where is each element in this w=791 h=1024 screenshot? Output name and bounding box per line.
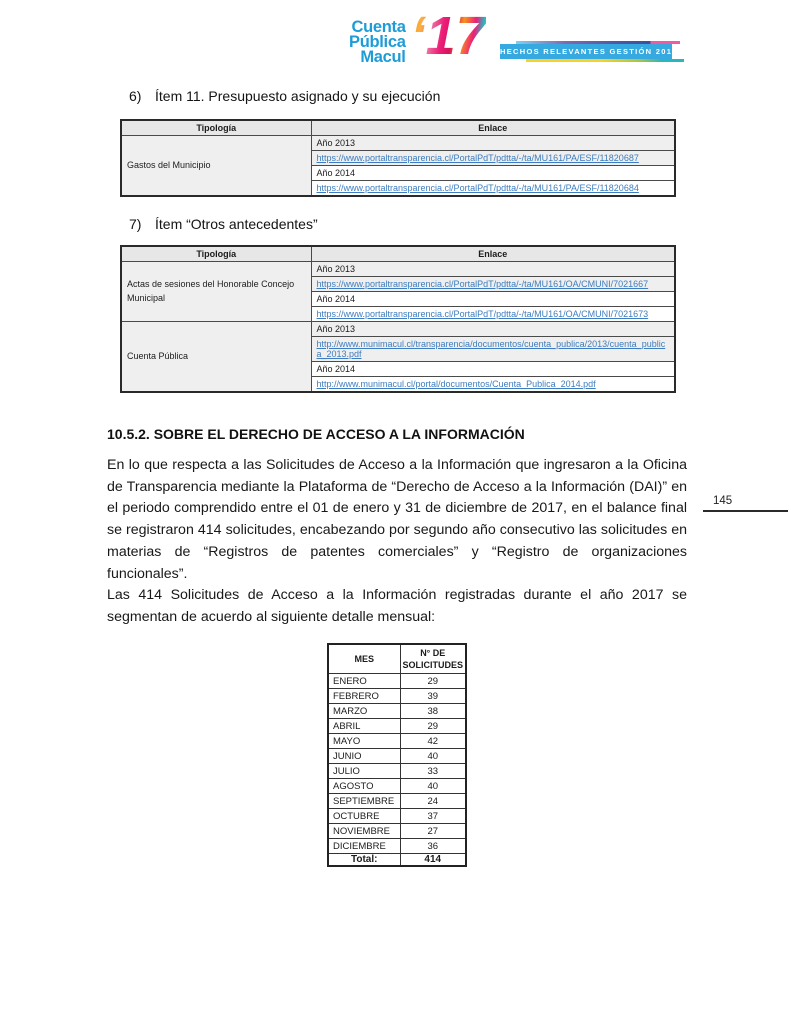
link-cell (311, 277, 675, 292)
transparencia-link[interactable]: https://www.portaltransparencia.cl/PortalPdT/pdtta/-/ta/MU161/PA/ESF/11820684 (316, 183, 639, 193)
month-cell: JUNIO (328, 749, 400, 764)
paragraph-1: En lo que respecta a las Solicitudes de Acceso a la Información que ingresaron a la Oficina de Transparencia mediante la Plataforma de “Derecho de Acceso a la Información (DAI)” en el periodo comprendido entre el 01 de enero y 31 de diciembre de 2017, en el balance final se registraron 414 solicitudes, encabezando por segundo año consecutivo las solicitudes en materias de “Registros de patentes comerciales” y “Registro de organizaciones funcionales”. (107, 457, 687, 582)
month-cell: ENERO (328, 674, 400, 689)
value-cell: 29 (400, 674, 466, 689)
table-header-row (328, 644, 466, 674)
value-cell: 37 (400, 809, 466, 824)
value-cell: 29 (400, 719, 466, 734)
value-cell: 38 (400, 704, 466, 719)
tipologia-cell: Cuenta Pública (121, 322, 311, 393)
tipologia-cell: Gastos del Municipio (121, 136, 311, 197)
year-cell: Año 2014 (311, 166, 675, 181)
month-cell: DICIEMBRE (328, 839, 400, 854)
table-row (121, 136, 675, 151)
month-cell: SEPTIEMBRE (328, 794, 400, 809)
logo-year-17: ‘17 (410, 6, 486, 66)
table-row (328, 839, 466, 854)
munimacul-link[interactable]: http://www.munimacul.cl/transparencia/documentos/cuenta_publica/2013/cuenta_publica_2013.pdf (316, 339, 666, 359)
table-row (328, 809, 466, 824)
paragraph-2: Las 414 Solicitudes de Acceso a la Información registradas durante el año 2017 se segmentan de acuerdo al siguiente detalle mensual: (107, 587, 687, 625)
year-cell: Año 2014 (311, 292, 675, 307)
total-value: 414 (400, 854, 466, 867)
link-cell (311, 307, 675, 322)
item-6-heading (129, 88, 440, 104)
table-row (328, 824, 466, 839)
link-cell (311, 377, 675, 393)
total-label: Total: (328, 854, 400, 867)
year-cell: Año 2013 (311, 136, 675, 151)
year-cell: Año 2013 (311, 262, 675, 277)
value-cell: 42 (400, 734, 466, 749)
value-cell: 36 (400, 839, 466, 854)
value-cell: 33 (400, 764, 466, 779)
month-cell: MARZO (328, 704, 400, 719)
logo-word-cuenta: Cuenta (351, 18, 406, 36)
page-number: 145 (703, 495, 788, 512)
table-row (121, 262, 675, 277)
item-7-number: 7) (129, 216, 142, 232)
month-cell: NOVIEMBRE (328, 824, 400, 839)
table-row (328, 734, 466, 749)
section-body (107, 455, 687, 629)
logo-word-publica: Pública (349, 33, 406, 51)
tipologia-cell: Actas de sesiones del Honorable Concejo Municipal (121, 262, 311, 322)
enlace-header: Enlace (311, 120, 675, 136)
otros-antecedentes-table (120, 245, 676, 393)
section-heading: 10.5.2. SOBRE EL DERECHO DE ACCESO A LA INFORMACIÓN (107, 426, 525, 442)
value-cell: 40 (400, 779, 466, 794)
year-cell: Año 2014 (311, 362, 675, 377)
table-row (328, 719, 466, 734)
logo-word-macul: Macul (360, 48, 406, 66)
munimacul-link[interactable]: http://www.munimacul.cl/portal/documentos/Cuenta_Publica_2014.pdf (316, 379, 596, 389)
year-cell: Año 2013 (311, 322, 675, 337)
logo-wordmark (349, 20, 406, 65)
presupuesto-table (120, 119, 676, 197)
table-row (328, 689, 466, 704)
month-cell: MAYO (328, 734, 400, 749)
transparencia-link[interactable]: https://www.portaltransparencia.cl/PortalPdT/pdtta/-/ta/MU161/OA/CMUNI/7021667 (316, 279, 649, 289)
table-row (328, 749, 466, 764)
table-header-row (121, 120, 675, 136)
solicitudes-header: N° DE SOLICITUDES (400, 644, 466, 674)
mes-header: MES (328, 644, 400, 674)
value-cell: 40 (400, 749, 466, 764)
value-cell: 24 (400, 794, 466, 809)
cuenta-publica-macul-logo (349, 6, 486, 66)
link-cell (311, 181, 675, 197)
item-7-title: Ítem “Otros antecedentes” (155, 216, 318, 232)
tipologia-header: Tipología (121, 246, 311, 262)
value-cell: 27 (400, 824, 466, 839)
tipologia-header: Tipología (121, 120, 311, 136)
month-cell: JULIO (328, 764, 400, 779)
link-cell (311, 151, 675, 166)
item-6-title: Ítem 11. Presupuesto asignado y su ejecución (155, 88, 441, 104)
item-6-number: 6) (129, 88, 142, 104)
header-ribbon: HECHOS RELEVANTES GESTIÓN 2017 (500, 44, 672, 59)
month-cell: AGOSTO (328, 779, 400, 794)
table-header-row (121, 246, 675, 262)
month-cell: ABRIL (328, 719, 400, 734)
month-cell: FEBRERO (328, 689, 400, 704)
monthly-solicitudes-table (327, 643, 467, 867)
item-7-heading (129, 216, 318, 232)
table-row (328, 779, 466, 794)
value-cell: 39 (400, 689, 466, 704)
link-cell (311, 337, 675, 362)
table-row (328, 764, 466, 779)
transparencia-link[interactable]: https://www.portaltransparencia.cl/PortalPdT/pdtta/-/ta/MU161/PA/ESF/11820687 (316, 153, 639, 163)
month-cell: OCTUBRE (328, 809, 400, 824)
table-row (328, 674, 466, 689)
table-row (328, 794, 466, 809)
transparencia-link[interactable]: https://www.portaltransparencia.cl/PortalPdT/pdtta/-/ta/MU161/OA/CMUNI/7021673 (316, 309, 649, 319)
table-row (121, 322, 675, 337)
table-row (328, 704, 466, 719)
enlace-header: Enlace (311, 246, 675, 262)
total-row (328, 854, 466, 867)
